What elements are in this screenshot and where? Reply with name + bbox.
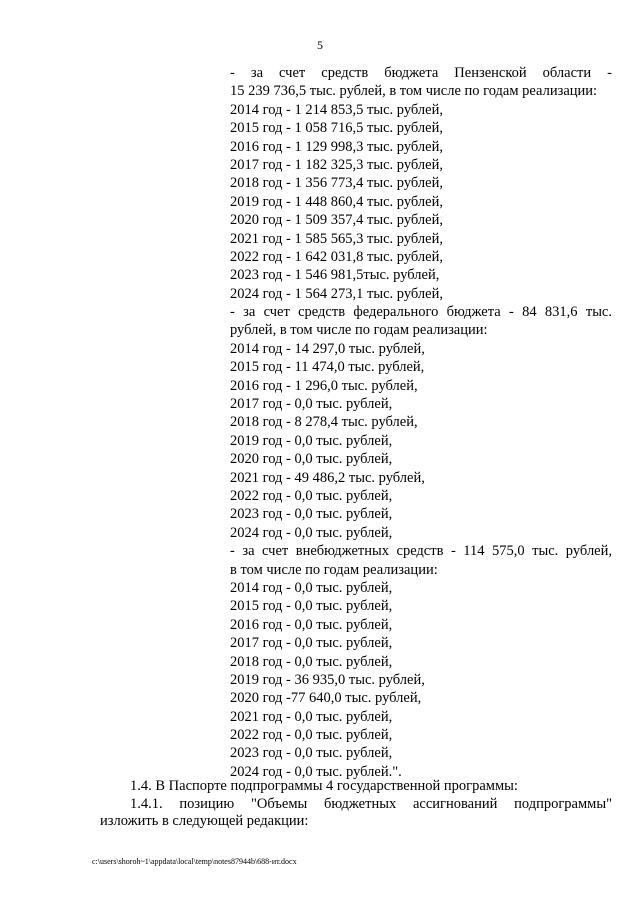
amendment-paragraph-2-cont: изложить в следующей редакции: <box>100 813 309 829</box>
federal-year: 2016 год - 1 296,0 тыс. рублей, <box>230 377 418 394</box>
federal-head-1: - за счет средств федерального бюджета - 84 831,6 тыс. <box>230 304 612 321</box>
federal-year: 2017 год - 0,0 тыс. рублей, <box>230 396 393 413</box>
regional-year: 2016 год - 1 129 998,3 тыс. рублей, <box>230 138 443 155</box>
extrabudget-year: 2023 год - 0,0 тыс. рублей, <box>230 745 393 762</box>
regional-year: 2022 год - 1 642 031,8 тыс. рублей, <box>230 248 443 265</box>
regional-year: 2014 год - 1 214 853,5 тыс. рублей, <box>230 101 443 118</box>
federal-year: 2023 год - 0,0 тыс. рублей, <box>230 506 393 523</box>
extrabudget-year: 2024 год - 0,0 тыс. рублей.". <box>230 763 402 780</box>
extrabudget-year: 2021 год - 0,0 тыс. рублей, <box>230 708 393 725</box>
extrabudget-year: 2019 год - 36 935,0 тыс. рублей, <box>230 671 425 688</box>
federal-year: 2022 год - 0,0 тыс. рублей, <box>230 487 393 504</box>
extrabudget-head-2: в том числе по годам реализации: <box>230 561 438 578</box>
extrabudget-year: 2018 год - 0,0 тыс. рублей, <box>230 653 393 670</box>
federal-year: 2015 год - 11 474,0 тыс. рублей, <box>230 359 425 376</box>
extrabudget-year: 2022 год - 0,0 тыс. рублей, <box>230 727 393 744</box>
regional-year: 2023 год - 1 546 981,5тыс. рублей, <box>230 267 440 284</box>
extrabudget-year: 2015 год - 0,0 тыс. рублей, <box>230 598 393 615</box>
extrabudget-year: 2020 год -77 640,0 тыс. рублей, <box>230 690 422 707</box>
federal-year: 2024 год - 0,0 тыс. рублей, <box>230 524 393 541</box>
regional-year: 2020 год - 1 509 357,4 тыс. рублей, <box>230 212 443 229</box>
extrabudget-year: 2017 год - 0,0 тыс. рублей, <box>230 635 393 652</box>
federal-year: 2019 год - 0,0 тыс. рублей, <box>230 432 393 449</box>
regional-year: 2015 год - 1 058 716,5 тыс. рублей, <box>230 120 443 137</box>
federal-year: 2021 год - 49 486,2 тыс. рублей, <box>230 469 425 486</box>
regional-year: 2021 год - 1 585 565,3 тыс. рублей, <box>230 230 443 247</box>
extrabudget-year: 2014 год - 0,0 тыс. рублей, <box>230 579 393 596</box>
regional-year: 2019 год - 1 448 860,4 тыс. рублей, <box>230 193 443 210</box>
amendment-paragraph-1: 1.4. В Паспорте подпрограммы 4 государственной программы: <box>130 778 518 794</box>
page-number: 5 <box>317 38 323 52</box>
regional-year: 2024 год - 1 564 273,1 тыс. рублей, <box>230 285 443 302</box>
footer-file-path: c:\users\shoroh~1\appdata\local\temp\notes87944b\688-ит.docx <box>92 857 297 866</box>
regional-head-2: 15 239 736,5 тыс. рублей, в том числе по годам реализации: <box>230 83 598 100</box>
federal-year: 2014 год - 14 297,0 тыс. рублей, <box>230 340 425 357</box>
funding-column <box>230 64 612 781</box>
federal-year: 2020 год - 0,0 тыс. рублей, <box>230 451 393 468</box>
regional-head-1: - за счет средств бюджета Пензенской области - <box>230 65 612 81</box>
regional-year: 2017 год - 1 182 325,3 тыс. рублей, <box>230 156 443 173</box>
extrabudget-head-1: - за счет внебюджетных средств - 114 575,0 тыс. рублей, <box>230 543 612 560</box>
federal-year: 2018 год - 8 278,4 тыс. рублей, <box>230 414 418 431</box>
regional-year: 2018 год - 1 356 773,4 тыс. рублей, <box>230 175 443 192</box>
amendment-text <box>100 778 612 830</box>
amendment-paragraph-2: 1.4.1. позицию "Объемы бюджетных ассигнований подпрограммы" <box>130 796 612 812</box>
federal-head-2: рублей, в том числе по годам реализации: <box>230 322 488 339</box>
extrabudget-year: 2016 год - 0,0 тыс. рублей, <box>230 616 393 633</box>
